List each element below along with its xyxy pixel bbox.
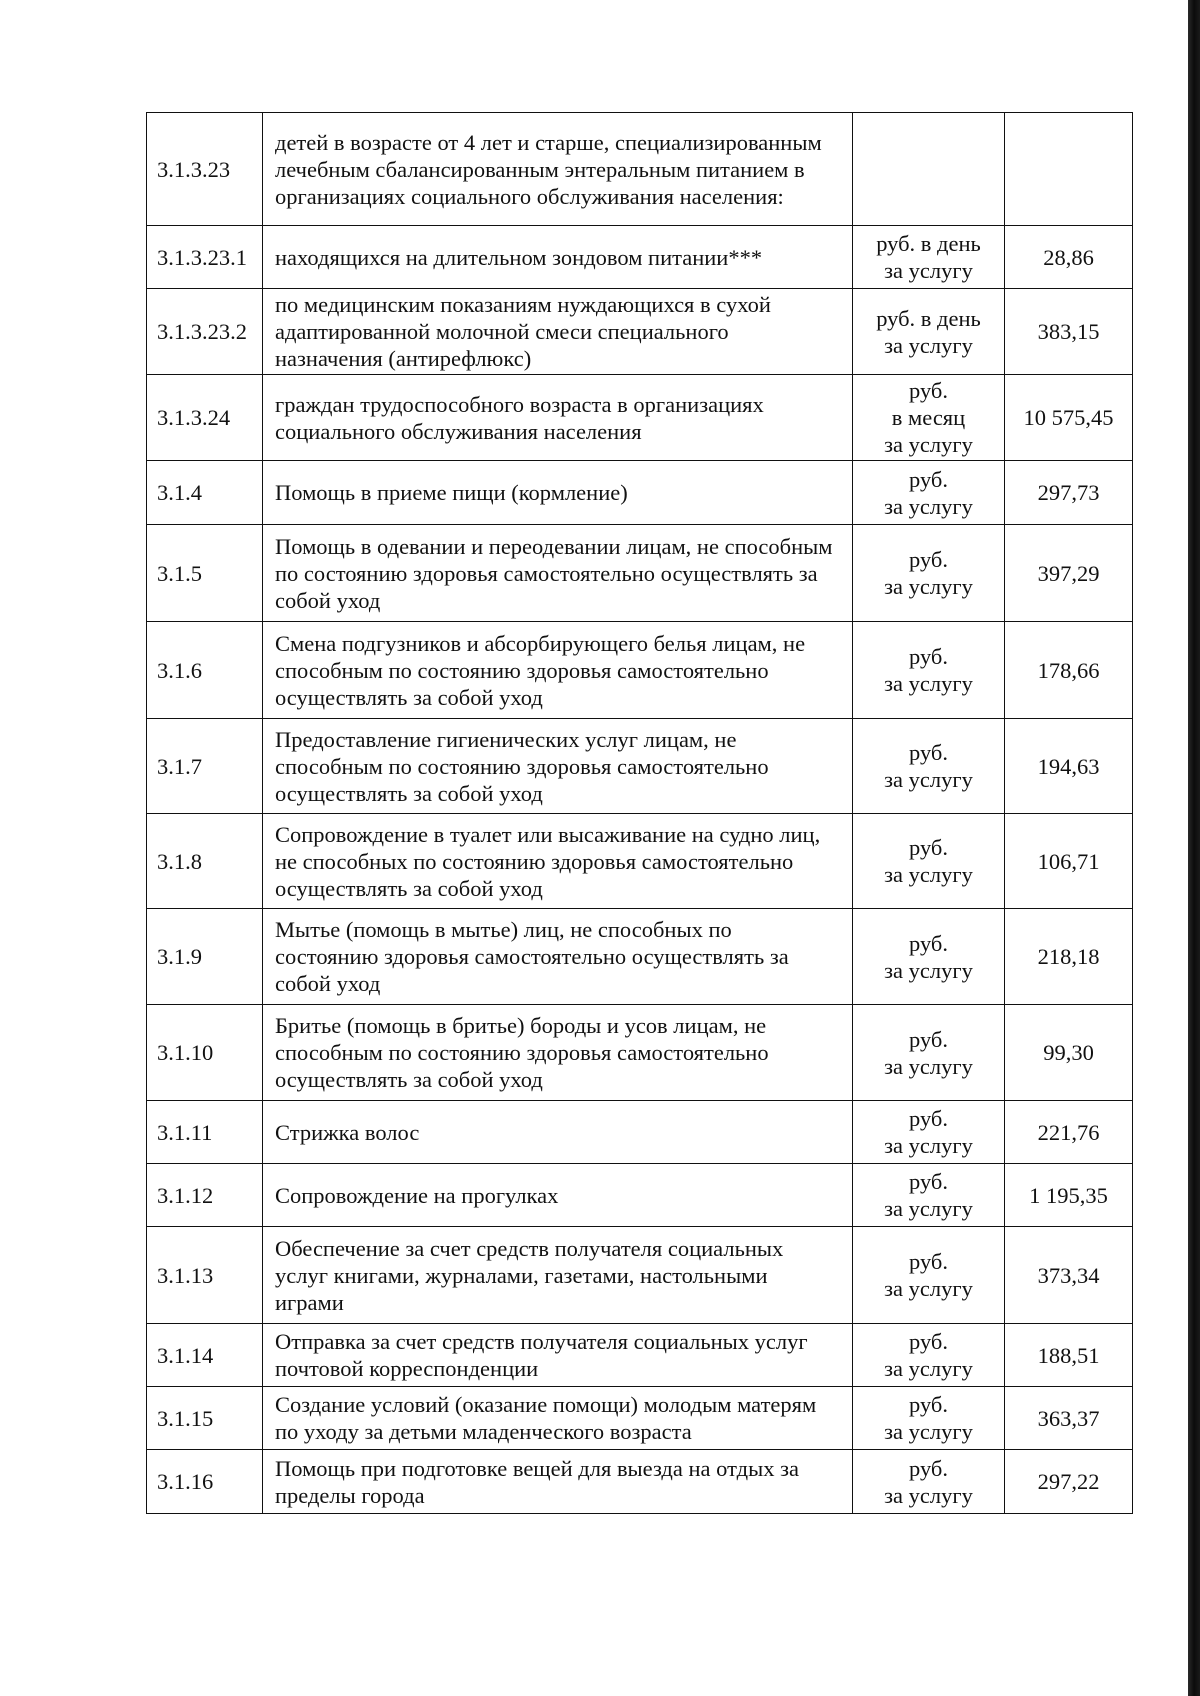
price-cell: 221,76 [1005, 1101, 1133, 1164]
row-number: 3.1.16 [147, 1450, 263, 1514]
unit-line: руб. [909, 644, 948, 669]
price-cell: 397,29 [1005, 525, 1133, 622]
unit-cell [853, 226, 1005, 289]
row-number: 3.1.7 [147, 719, 263, 814]
unit-cell [853, 1227, 1005, 1324]
unit-line: за услугу [884, 1276, 973, 1301]
service-name: по медицинским показаниям нуждающихся в сухой адаптированной молочной смеси специального назначения (антирефлюкс) [263, 289, 853, 375]
row-number: 3.1.3.24 [147, 375, 263, 461]
price-cell: 28,86 [1005, 226, 1133, 289]
unit-cell [853, 622, 1005, 719]
unit-cell [853, 1164, 1005, 1227]
table-row [147, 113, 1133, 226]
service-name: Сопровождение на прогулках [263, 1164, 853, 1227]
unit-cell [853, 289, 1005, 375]
unit-cell [853, 1005, 1005, 1101]
price-cell: 194,63 [1005, 719, 1133, 814]
unit-line: за услугу [884, 767, 973, 792]
unit-line: за услугу [884, 1053, 973, 1079]
price-cell [1005, 113, 1133, 226]
service-name: Стрижка волос [263, 1101, 853, 1164]
unit-line: за услугу [884, 862, 973, 887]
row-number: 3.1.5 [147, 525, 263, 622]
unit-line: за услугу [884, 1133, 973, 1158]
table-row [147, 1450, 1133, 1514]
unit-line: руб. [909, 1455, 948, 1481]
table-row [147, 1164, 1133, 1227]
unit-line: за услугу [884, 671, 973, 696]
unit-line: за услугу [884, 1196, 973, 1221]
unit-line: за услугу [884, 432, 973, 457]
unit-cell [853, 461, 1005, 525]
row-number: 3.1.10 [147, 1005, 263, 1101]
unit-cell [853, 909, 1005, 1005]
table-row [147, 226, 1133, 289]
unit-line: за услугу [884, 1419, 973, 1444]
row-number: 3.1.3.23 [147, 113, 263, 226]
unit-line: в месяц [891, 405, 966, 430]
service-name: граждан трудоспособного возраста в организациях социального обслуживания населения [263, 375, 853, 461]
service-name: Помощь в приеме пищи (кормление) [263, 461, 853, 525]
unit-cell [853, 1387, 1005, 1450]
table-row [147, 719, 1133, 814]
unit-line: руб. в день [876, 305, 981, 331]
unit-line: за услугу [884, 1482, 973, 1508]
price-cell: 297,73 [1005, 461, 1133, 525]
unit-line: руб. [909, 466, 948, 492]
service-name: Бритье (помощь в бритье) бороды и усов лицам, не способным по состоянию здоровья самостоятельно осуществлять за собой уход [263, 1005, 853, 1101]
unit-line: руб. [909, 378, 948, 403]
unit-line: за услугу [884, 574, 973, 599]
service-name: Обеспечение за счет средств получателя социальных услуг книгами, журналами, газетами, настольными играми [263, 1227, 853, 1324]
service-name: детей в возрасте от 4 лет и старше, специализированным лечебным сбалансированным энтеральным питанием в организациях социального обслуживания населения: [263, 113, 853, 226]
table-row [147, 622, 1133, 719]
row-number: 3.1.3.23.2 [147, 289, 263, 375]
price-cell: 363,37 [1005, 1387, 1133, 1450]
unit-line: руб. в день [876, 231, 981, 256]
unit-cell [853, 1324, 1005, 1387]
service-name: Помощь при подготовке вещей для выезда на отдых за пределы города [263, 1450, 853, 1514]
service-name: Мытье (помощь в мытье) лиц, не способных по состоянию здоровья самостоятельно осуществлять за собой уход [263, 909, 853, 1005]
row-number: 3.1.12 [147, 1164, 263, 1227]
unit-line: руб. [909, 1329, 948, 1354]
unit-cell [853, 1101, 1005, 1164]
service-name: Отправка за счет средств получателя социальных услуг почтовой корреспонденции [263, 1324, 853, 1387]
price-cell: 188,51 [1005, 1324, 1133, 1387]
table-row [147, 1227, 1133, 1324]
unit-cell [853, 1450, 1005, 1514]
unit-cell [853, 525, 1005, 622]
unit-cell [853, 113, 1005, 226]
table-row [147, 909, 1133, 1005]
row-number: 3.1.3.23.1 [147, 226, 263, 289]
price-cell: 383,15 [1005, 289, 1133, 375]
unit-line: руб. [909, 547, 948, 572]
row-number: 3.1.4 [147, 461, 263, 525]
unit-line: за услугу [884, 332, 973, 358]
unit-line: руб. [909, 1249, 948, 1274]
unit-line: руб. [909, 930, 948, 956]
price-cell: 178,66 [1005, 622, 1133, 719]
service-name: Смена подгузников и абсорбирующего белья лицам, не способным по состоянию здоровья самостоятельно осуществлять за собой уход [263, 622, 853, 719]
service-name: Сопровождение в туалет или высаживание на судно лиц, не способных по состоянию здоровья самостоятельно осуществлять за собой уход [263, 814, 853, 909]
unit-line: руб. [909, 740, 948, 765]
unit-line: за услугу [884, 1356, 973, 1381]
unit-line: руб. [909, 1169, 948, 1194]
table-row [147, 1387, 1133, 1450]
scan-border [1188, 0, 1200, 1696]
tariff-table [146, 112, 1133, 1514]
unit-cell [853, 375, 1005, 461]
unit-cell [853, 719, 1005, 814]
table-row [147, 461, 1133, 525]
price-cell: 218,18 [1005, 909, 1133, 1005]
unit-line: руб. [909, 1106, 948, 1131]
row-number: 3.1.6 [147, 622, 263, 719]
unit-line: за услугу [884, 493, 973, 519]
price-cell: 373,34 [1005, 1227, 1133, 1324]
row-number: 3.1.13 [147, 1227, 263, 1324]
row-number: 3.1.9 [147, 909, 263, 1005]
table-row [147, 1005, 1133, 1101]
table-row [147, 289, 1133, 375]
row-number: 3.1.15 [147, 1387, 263, 1450]
unit-cell [853, 814, 1005, 909]
table-row [147, 1324, 1133, 1387]
unit-line: руб. [909, 835, 948, 860]
price-cell: 297,22 [1005, 1450, 1133, 1514]
table-row [147, 1101, 1133, 1164]
unit-line: за услугу [884, 258, 973, 283]
service-name: Помощь в одевании и переодевании лицам, не способным по состоянию здоровья самостоятельно осуществлять за собой уход [263, 525, 853, 622]
service-name: находящихся на длительном зондовом питании*** [263, 226, 853, 289]
unit-line: за услугу [884, 957, 973, 983]
table-row [147, 525, 1133, 622]
price-cell: 99,30 [1005, 1005, 1133, 1101]
unit-line: руб. [909, 1026, 948, 1052]
service-name: Предоставление гигиенических услуг лицам, не способным по состоянию здоровья самостоятельно осуществлять за собой уход [263, 719, 853, 814]
row-number: 3.1.14 [147, 1324, 263, 1387]
service-name: Создание условий (оказание помощи) молодым матерям по уходу за детьми младенческого возраста [263, 1387, 853, 1450]
row-number: 3.1.8 [147, 814, 263, 909]
table-row [147, 814, 1133, 909]
row-number: 3.1.11 [147, 1101, 263, 1164]
price-cell: 1 195,35 [1005, 1164, 1133, 1227]
table-row [147, 375, 1133, 461]
unit-line: руб. [909, 1392, 948, 1417]
price-cell: 106,71 [1005, 814, 1133, 909]
price-cell: 10 575,45 [1005, 375, 1133, 461]
